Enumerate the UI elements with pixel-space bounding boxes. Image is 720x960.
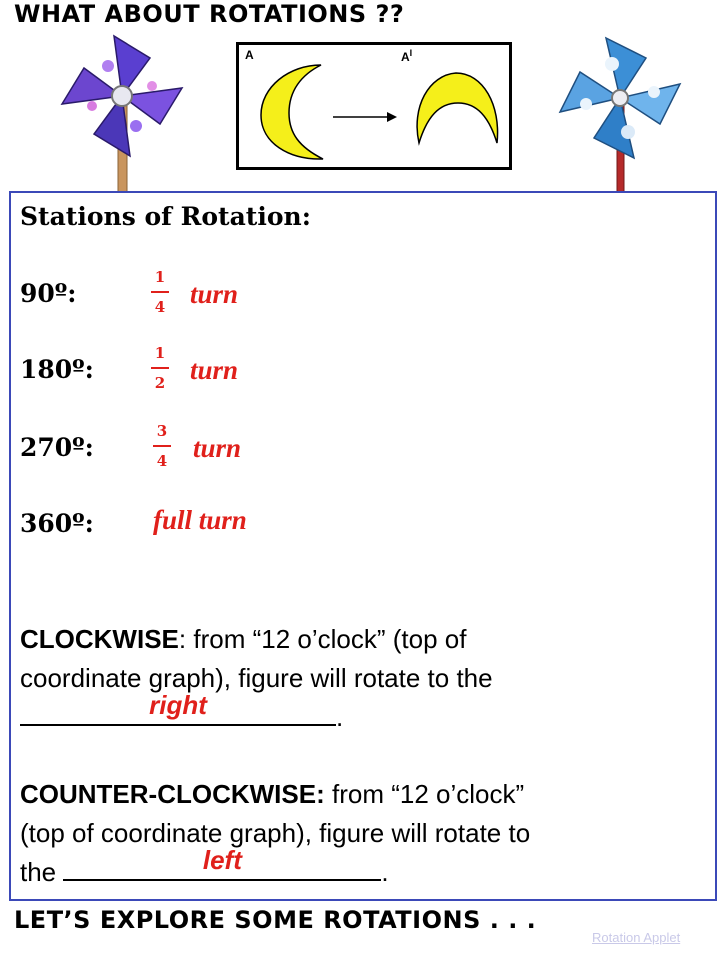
page-title: WHAT ABOUT ROTATIONS ?? <box>14 0 405 28</box>
row-360-degrees: 360º: <box>20 509 94 538</box>
row-360-answer: full turn <box>153 505 247 535</box>
rotation-applet-link[interactable]: Rotation Applet <box>592 930 681 945</box>
explore-heading: LET’S EXPLORE SOME ROTATIONS . . . <box>14 906 537 934</box>
counter-text-2: (top of coordinate graph), figure will rotate to <box>20 818 531 848</box>
denominator: 4 <box>154 298 166 316</box>
label-a-prime-letter: A <box>401 50 410 64</box>
denominator: 4 <box>156 452 168 470</box>
rotation-example-box <box>236 42 512 170</box>
purple-pinwheel-image <box>50 28 195 193</box>
counter-text-1: from “12 o’clock” <box>324 779 525 809</box>
stations-title: Stations of Rotation: <box>20 202 311 231</box>
clockwise-line-3 <box>20 690 493 737</box>
crescent-a-prime <box>417 73 497 143</box>
row-90-answer: turn <box>190 279 239 309</box>
clockwise-period: . <box>336 702 344 732</box>
row-180-degrees: 180º: <box>20 355 94 384</box>
fraction-one-half <box>151 344 169 392</box>
counter-clockwise-paragraph <box>20 775 530 892</box>
clockwise-answer: right <box>149 690 207 720</box>
counter-prefix: the <box>20 857 64 887</box>
numerator: 1 <box>154 268 166 286</box>
counter-line-1 <box>20 775 530 814</box>
fraction-bar <box>151 367 169 369</box>
clockwise-paragraph <box>20 620 493 737</box>
fraction-one-quarter <box>151 268 169 316</box>
counter-answer: left <box>202 845 242 875</box>
clockwise-term: CLOCKWISE <box>20 624 179 654</box>
row-270-degrees: 270º: <box>20 433 94 462</box>
denominator: 2 <box>154 374 166 392</box>
fraction-bar <box>151 291 169 293</box>
fraction-bar <box>153 445 171 447</box>
example-figure <box>239 45 509 167</box>
label-a: A <box>245 48 254 62</box>
numerator: 1 <box>154 344 166 362</box>
numerator: 3 <box>156 422 168 440</box>
blue-pinwheel-image <box>540 20 690 195</box>
counter-period: . <box>381 857 389 887</box>
row-270-answer: turn <box>193 433 242 463</box>
clockwise-line-1 <box>20 620 493 659</box>
row-180-answer: turn <box>190 355 239 385</box>
clockwise-text-1: from “12 o’clock” (top of <box>186 624 467 654</box>
crescent-a <box>261 65 323 159</box>
clockwise-blank <box>20 690 336 726</box>
prime-mark: I <box>409 48 413 58</box>
counter-line-3 <box>20 845 530 892</box>
row-90-degrees: 90º: <box>20 279 77 308</box>
fraction-three-quarters <box>153 422 171 470</box>
clockwise-colon: : <box>178 624 187 654</box>
counter-blank <box>63 845 381 881</box>
clockwise-text-2: coordinate graph), figure will rotate to the <box>20 663 493 693</box>
counter-term: COUNTER-CLOCKWISE: <box>20 779 325 809</box>
arrow-head <box>387 112 397 122</box>
